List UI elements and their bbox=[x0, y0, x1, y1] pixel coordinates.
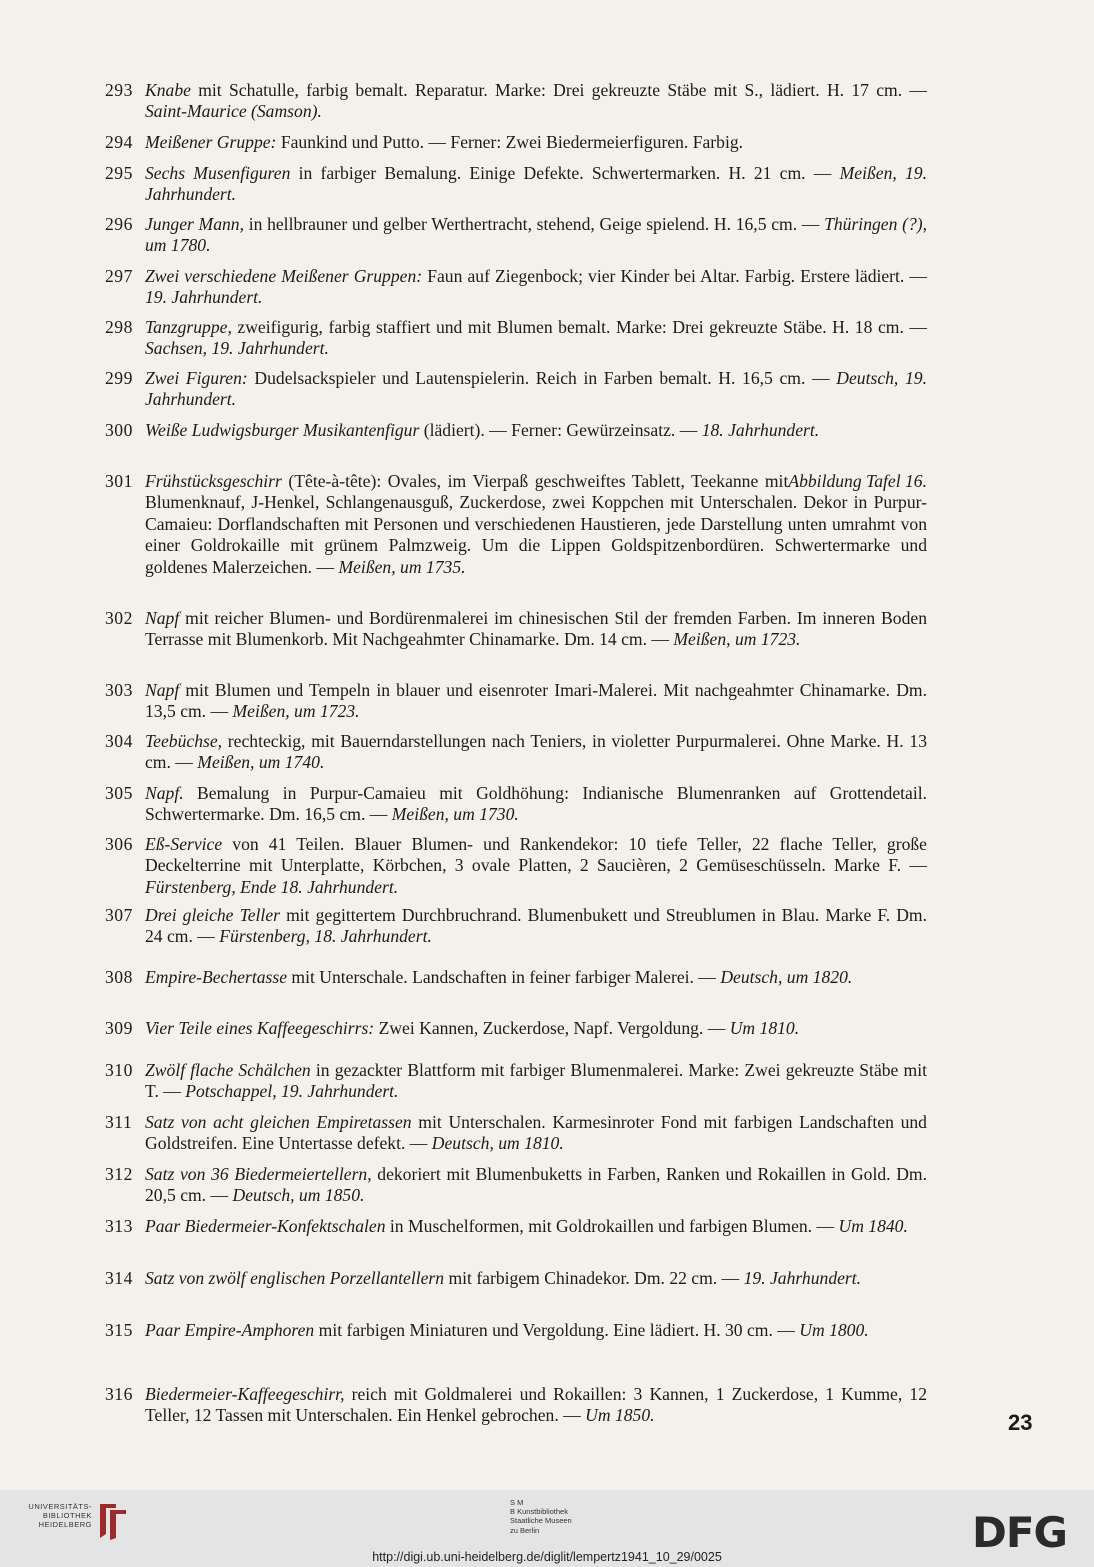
lot-description bbox=[145, 1268, 927, 1289]
lot-text: mit farbigem Chinadekor. Dm. 22 cm. — bbox=[444, 1268, 744, 1288]
lot-description bbox=[145, 132, 927, 153]
lot-text: (Tête-à-tête): Ovales, im Vierpaß geschweiftes Tablett, Teekanne mit Blumenknauf, J-Henkel, Schlangenausguß, Zuckerdose, zwei Koppchen mit Unterschalen. Dekor in Purpur-Camaieu: Dorflandschaften mit Personen und verschiedenen Haustieren, jede Darstellung unten umrahmt von einer Goldrokaille mit grünem Palmzweig. Um die Lippen Goldspitzenbordüren. Schwertermarke und goldenes Malerzeichen. — bbox=[145, 471, 927, 577]
catalog-entry bbox=[105, 80, 927, 123]
catalog-entry bbox=[105, 1384, 927, 1427]
catalog-entry bbox=[105, 214, 927, 257]
lot-text: mit Schatulle, farbig bemalt. Reparatur. Marke: Drei gekreuzte Stäbe mit S., lädiert. H. 17 cm. — bbox=[190, 80, 927, 100]
catalog-entry bbox=[105, 1216, 927, 1237]
catalog-entry bbox=[105, 783, 927, 826]
library-stamp: S M B Kunstbibliothek Staatliche Museen zu Berlin bbox=[510, 1498, 572, 1535]
catalog-entry bbox=[105, 834, 927, 898]
lot-title: Napf bbox=[145, 608, 180, 628]
dfg-logo[interactable]: DFG bbox=[972, 1508, 1068, 1557]
lot-number: 300 bbox=[105, 420, 133, 440]
lot-text: mit Unterschale. Landschaften in feiner farbiger Malerei. — bbox=[287, 967, 721, 987]
lot-origin: 19. Jahrhundert. bbox=[743, 1268, 862, 1288]
plate-reference: Abbildung Tafel 16. bbox=[788, 471, 927, 491]
lot-description bbox=[145, 967, 927, 988]
lot-number: 312 bbox=[105, 1164, 133, 1184]
lot-origin: Um 1840. bbox=[838, 1216, 908, 1236]
lot-description bbox=[145, 368, 927, 411]
catalog-entry bbox=[105, 163, 927, 206]
lot-number: 297 bbox=[105, 266, 133, 286]
lot-number: 298 bbox=[105, 317, 133, 337]
lot-number: 293 bbox=[105, 80, 133, 100]
lot-origin: Um 1810. bbox=[729, 1018, 800, 1038]
lot-description bbox=[145, 1216, 927, 1237]
lot-number: 296 bbox=[105, 214, 133, 234]
lot-origin: Sachsen, 19. Jahrhundert. bbox=[145, 338, 329, 359]
lot-text: zweifigurig, farbig staffiert und mit Blumen bemalt. Marke: Drei gekreuzte Stäbe. H. 18 cm. — bbox=[231, 317, 927, 337]
catalog-entry bbox=[105, 1112, 927, 1155]
lot-description bbox=[145, 905, 927, 948]
lot-number: 310 bbox=[105, 1060, 133, 1080]
lot-number: 295 bbox=[105, 163, 133, 183]
lot-description bbox=[145, 680, 927, 723]
lot-origin: Meißen, um 1723. bbox=[673, 629, 801, 650]
lot-text: rechteckig, mit Bauerndarstellungen nach Teniers, in violetter Purpurmalerei. Ohne Marke. H. 13 cm. — bbox=[145, 731, 927, 773]
catalog-entry bbox=[105, 1164, 927, 1207]
lot-text: von 41 Teilen. Blauer Blumen- und Rankendekor: 10 tiefe Teller, 22 flache Teller, große Deckelterrine mit Unterplatte, Körbchen, 3 ovale Platten, 2 Saucièren, 2 Gemüseschüsseln. Marke F. — bbox=[145, 834, 927, 876]
lot-title: Teebüchse, bbox=[145, 731, 223, 751]
lot-number: 303 bbox=[105, 680, 133, 700]
lot-number: 306 bbox=[105, 834, 133, 854]
lot-description bbox=[145, 1112, 927, 1155]
lot-title: Zwei verschiedene Meißener Gruppen: bbox=[145, 266, 423, 286]
lot-title: Weiße Ludwigsburger Musikantenfigur bbox=[145, 420, 420, 440]
lot-text: mit farbigen Miniaturen und Vergoldung. Eine lädiert. H. 30 cm. — bbox=[314, 1320, 800, 1340]
lot-title: Paar Biedermeier-Konfektschalen bbox=[145, 1216, 386, 1236]
lot-title: Satz von 36 Biedermeiertellern, bbox=[145, 1164, 372, 1184]
lot-title: Biedermeier-Kaffeegeschirr, bbox=[145, 1384, 345, 1404]
catalog-entry bbox=[105, 266, 927, 309]
lot-origin: 18. Jahrhundert. bbox=[701, 420, 820, 440]
university-name[interactable]: UNIVERSITÄTS- BIBLIOTHEK HEIDELBERG bbox=[28, 1502, 92, 1529]
lot-description bbox=[145, 214, 927, 257]
lot-title: Sechs Musenfiguren bbox=[145, 163, 291, 183]
lot-text: Bemalung in Purpur-Camaieu mit Goldhöhung: Indianische Blumenranken auf Grottendetail. Schwertermarke. Dm. 16,5 cm. — bbox=[145, 783, 927, 825]
lot-title: Meißener Gruppe: bbox=[145, 132, 277, 152]
catalog-entry bbox=[105, 905, 927, 948]
lot-number: 314 bbox=[105, 1268, 133, 1288]
lot-text: in hellbrauner und gelber Werthertracht, stehend, Geige spielend. H. 16,5 cm. — bbox=[244, 214, 825, 234]
lot-title: Zwei Figuren: bbox=[145, 368, 248, 388]
page-url-link[interactable]: http://digi.ub.uni-heidelberg.de/diglit/lempertz1941_10_29/0025 bbox=[372, 1550, 722, 1564]
lot-text: dekoriert mit Blumenbuketts in Farben, Ranken und Rokaillen in Gold. Dm. 20,5 cm. — bbox=[145, 1164, 927, 1206]
lot-description bbox=[145, 608, 927, 651]
lot-title: Frühstücksgeschirr bbox=[145, 471, 282, 491]
lot-number: 302 bbox=[105, 608, 133, 628]
lot-origin: Deutsch, um 1850. bbox=[232, 1185, 365, 1206]
lot-description bbox=[145, 80, 927, 123]
lot-origin: Meißen, um 1740. bbox=[197, 752, 325, 773]
lot-number: 311 bbox=[105, 1112, 133, 1132]
lot-title: Vier Teile eines Kaffeegeschirrs: bbox=[145, 1018, 375, 1038]
catalog-entry bbox=[105, 608, 927, 651]
lot-number: 316 bbox=[105, 1384, 133, 1404]
lot-text: Dudelsackspieler und Lautenspielerin. Reich in Farben bemalt. H. 16,5 cm. — bbox=[247, 368, 837, 388]
catalog-entry bbox=[105, 731, 927, 774]
lot-text: in gezackter Blattform mit farbiger Blumenmalerei. Marke: Zwei gekreuzte Stäbe mit T. — bbox=[145, 1060, 927, 1102]
lot-origin: Deutsch, um 1810. bbox=[431, 1133, 564, 1154]
lot-origin: Thüringen (?), um 1780. bbox=[145, 214, 927, 256]
catalog-entry bbox=[105, 680, 927, 723]
lot-origin: Um 1800. bbox=[799, 1320, 869, 1340]
lot-title: Drei gleiche Teller bbox=[145, 905, 280, 925]
lot-description bbox=[145, 420, 927, 441]
lot-title: Zwölf flache Schälchen bbox=[145, 1060, 311, 1080]
lot-title: Junger Mann, bbox=[145, 214, 244, 234]
lot-origin: 19. Jahrhundert. bbox=[145, 287, 263, 308]
catalog-entry bbox=[105, 132, 927, 153]
lot-title: Eß-Service bbox=[145, 834, 223, 854]
lot-description bbox=[145, 1018, 927, 1039]
lot-origin: Meißen, 19. Jahrhundert. bbox=[145, 163, 927, 205]
lot-text: in farbiger Bemalung. Einige Defekte. Schwertermarken. H. 21 cm. — bbox=[290, 163, 840, 183]
lot-text: (lädiert). — Ferner: Gewürzeinsatz. — bbox=[419, 420, 702, 440]
lot-text: Zwei Kannen, Zuckerdose, Napf. Vergoldung. — bbox=[374, 1018, 730, 1038]
lot-number: 315 bbox=[105, 1320, 133, 1340]
catalog-entry bbox=[105, 1268, 927, 1289]
catalog-entry bbox=[105, 1018, 927, 1039]
catalog-entry bbox=[105, 368, 927, 411]
footer-bar bbox=[0, 1490, 1094, 1567]
lot-origin: Potschappel, 19. Jahrhundert. bbox=[185, 1081, 399, 1102]
lot-description bbox=[145, 834, 927, 898]
lot-origin: Saint-Maurice (Samson). bbox=[145, 101, 322, 122]
catalog-entry bbox=[105, 1060, 927, 1103]
lot-description bbox=[145, 471, 927, 578]
lot-origin: Fürstenberg, Ende 18. Jahrhundert. bbox=[145, 876, 399, 897]
lot-description bbox=[145, 783, 927, 826]
catalog-entry bbox=[105, 471, 927, 578]
lot-text: Faun auf Ziegenbock; vier Kinder bei Altar. Farbig. Erstere lädiert. — bbox=[422, 266, 928, 286]
lot-number: 301 bbox=[105, 471, 133, 491]
lot-number: 294 bbox=[105, 132, 133, 152]
page-number: 23 bbox=[1008, 1410, 1033, 1435]
lot-number: 299 bbox=[105, 368, 133, 388]
lot-title: Satz von zwölf englischen Porzellantellern bbox=[145, 1268, 445, 1288]
lot-description bbox=[145, 1384, 927, 1427]
lot-number: 309 bbox=[105, 1018, 133, 1038]
lot-number: 313 bbox=[105, 1216, 133, 1236]
lot-description bbox=[145, 266, 927, 309]
lot-description bbox=[145, 1320, 927, 1341]
lot-number: 305 bbox=[105, 783, 133, 803]
lot-origin: Meißen, um 1735. bbox=[338, 556, 466, 577]
lot-origin: Meißen, um 1730. bbox=[391, 804, 519, 825]
lot-description bbox=[145, 163, 927, 206]
lot-number: 308 bbox=[105, 967, 133, 987]
lot-origin: Deutsch, 19. Jahrhundert. bbox=[145, 368, 927, 410]
lot-origin: Deutsch, um 1820. bbox=[720, 967, 853, 987]
lot-text: reich mit Goldmalerei und Rokaillen: 3 Kannen, 1 Zuckerdose, 1 Kumme, 12 Teller, 12 Tassen mit Unterschalen. Ein Henkel gebrochen. — bbox=[145, 1384, 927, 1426]
lot-description bbox=[145, 731, 927, 774]
lot-text: mit Blumen und Tempeln in blauer und eisenroter Imari-Malerei. Mit nachgeahmter Chinamarke. Dm. 13,5 cm. — bbox=[145, 680, 927, 722]
university-logo-icon[interactable] bbox=[96, 1498, 132, 1542]
lot-text: mit gegittertem Durchbruchrand. Blumenbukett und Streublumen in Blau. Marke F. Dm. 24 cm. — bbox=[145, 905, 927, 947]
catalog-entry bbox=[105, 967, 927, 988]
lot-title: Empire-Bechertasse bbox=[145, 967, 288, 987]
lot-title: Napf bbox=[145, 680, 180, 700]
lot-description bbox=[145, 317, 927, 360]
catalog-entry bbox=[105, 1320, 927, 1341]
lot-title: Satz von acht gleichen Empiretassen bbox=[145, 1112, 412, 1132]
lot-text: mit Unterschalen. Karmesinroter Fond mit farbigen Landschaften und Goldstreifen. Eine Untertasse defekt. — bbox=[145, 1112, 927, 1154]
lot-text: Faunkind und Putto. — Ferner: Zwei Biedermeierfiguren. Farbig. bbox=[276, 132, 744, 152]
lot-number: 304 bbox=[105, 731, 133, 751]
lot-number: 307 bbox=[105, 905, 133, 925]
lot-title: Paar Empire-Amphoren bbox=[145, 1320, 315, 1340]
catalog-entry bbox=[105, 317, 927, 360]
lot-title: Tanzgruppe, bbox=[145, 317, 232, 337]
lot-origin: Fürstenberg, 18. Jahrhundert. bbox=[219, 926, 432, 947]
lot-title: Knabe bbox=[145, 80, 191, 100]
lot-description bbox=[145, 1060, 927, 1103]
catalog-entry bbox=[105, 420, 927, 441]
lot-origin: Meißen, um 1723. bbox=[232, 701, 360, 722]
lot-text: in Muschelformen, mit Goldrokaillen und farbigen Blumen. — bbox=[385, 1216, 839, 1236]
lot-title: Napf. bbox=[145, 783, 184, 803]
lot-description bbox=[145, 1164, 927, 1207]
lot-text: mit reicher Blumen- und Bordürenmalerei im chinesischen Stil der fremden Farben. Im inneren Boden Terrasse mit Blumenkorb. Mit Nachgeahmter Chinamarke. Dm. 14 cm. — bbox=[145, 608, 927, 650]
lot-origin: Um 1850. bbox=[585, 1405, 655, 1426]
